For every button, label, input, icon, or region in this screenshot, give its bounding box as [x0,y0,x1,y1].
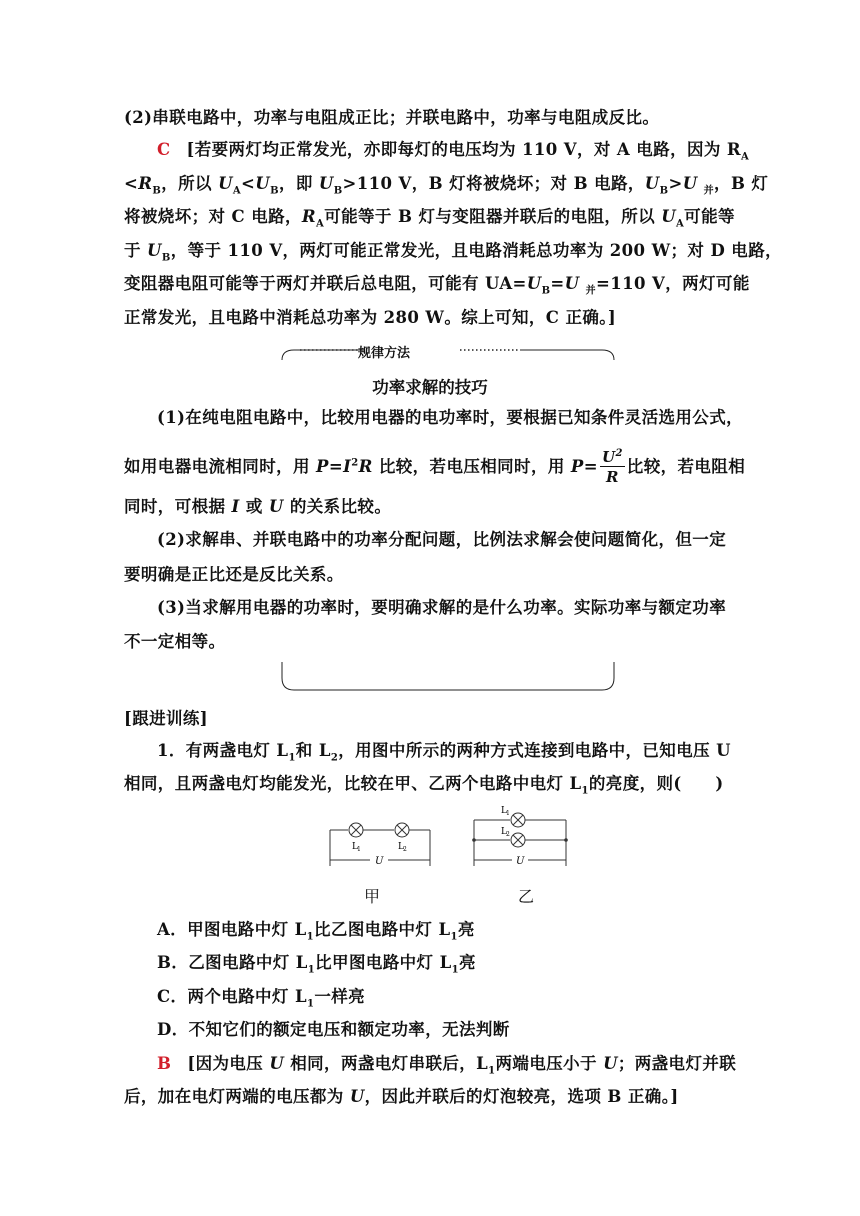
svg-text:1: 1 [357,846,361,853]
svg-text:L: L [398,842,404,852]
answer2-line-2: 后，加在电灯两端的电压都为 U，因此并联后的灯泡较亮，选项 B 正确。] [124,1087,679,1106]
method-item-2-line-2: 要明确是正比还是反比关系。 [124,565,344,584]
option-d[interactable]: D．不知它们的额定电压和额定功率，无法判断 [157,1020,510,1039]
method-item-3-line-1: (3)当求解用电器的功率时，要明确求解的是什么功率。实际功率与额定功率 [157,598,727,617]
question-line-1: 1．有两盏电灯 $L_1$和 $L_2$，用图中所示的两种方式连接到电路中，已知电压 U [157,741,731,764]
answer-line-5: 变阻器电阻可能等于两灯并联后总电阻，可能有 $UA=U_B=U$ $_并$=110 V，两灯可能 [124,274,750,297]
answer-line-4: 于 $U_B$，等于 110 V，两灯可能正常发光，且电路消耗总功率为 200 W；对 D 电路， [124,241,782,264]
option-c[interactable]: C．两个电路中灯 $L_1$一样亮 [157,987,366,1010]
section-title: [跟进训练] [124,709,209,728]
svg-text:L: L [352,842,358,852]
answer-line-2: $<R_B$，所以 $U_A<U_B$，即 $U_B>110$ V，B 灯将被烧坏；对 B 电路，$U_B>U$ $_并$，B 灯 [124,174,769,197]
svg-text:1: 1 [506,810,510,817]
series-circuit-diagram [326,818,436,874]
method-item-1-line-2: 如用电器电流相同时，用 $P=I^2R$ 比较，若电压相同时，用 P= $\frac{U^2}{R}$ 比较，若电阻相 [124,448,746,486]
answer-letter: C [157,140,171,159]
method-item-2-line-1: (2)求解串、并联电路中的功率分配问题，比例法求解会使问题简化，但一定 [157,530,727,549]
option-b[interactable]: B．乙图电路中灯 $L_1$比甲图电路中灯 $L_1$亮 [157,953,476,976]
svg-text:2: 2 [506,831,510,838]
option-a[interactable]: A．甲图电路中灯 $L_1$比乙图电路中灯 $L_1$亮 [157,920,475,943]
method-item-1-line-3: 同时，可根据 I 或 U 的关系比较。 [124,497,392,516]
svg-text:U: U [375,856,384,867]
figure-caption-left: 甲 [364,887,381,906]
method-box-bottom-bracket [280,660,616,694]
answer2-letter: B [157,1054,172,1073]
svg-text:2: 2 [403,846,407,853]
method-item-1-line-1: (1)在纯电阻电路中，比较用电器的电功率时，要根据已知条件灵活选用公式， [157,408,743,427]
question-line-2: 相同，且两盏电灯均能发光，比较在甲、乙两个电路中电灯 $L_1$的亮度，则( ) [124,774,724,797]
method-item-3-line-2: 不一定相等。 [124,632,226,651]
svg-text:U: U [516,856,525,867]
method-box-top-bracket [280,344,616,366]
method-box-label: 规律方法 [358,346,411,361]
answer-line-1: C [若要两灯均正常发光，亦即每灯的电压均为 110 V，对 A 电路，因为 $R_A$ [157,140,750,163]
figure-caption-right: 乙 [518,887,535,906]
svg-text:L: L [501,806,507,816]
method-box-title: 功率求解的技巧 [372,378,488,397]
paragraph-series-parallel: (2)串联电路中，功率与电阻成正比；并联电路中，功率与电阻成反比。 [124,108,660,127]
parallel-circuit-diagram [470,800,574,874]
answer-line-6: 正常发光，且电路中消耗总功率为 280 W。综上可知，C 正确。] [124,308,617,327]
answer-line-3: 将被烧坏；对 C 电路，$R_A$可能等于 B 灯与变阻器并联后的电阻，所以 $U_A$可能等 [124,207,735,230]
answer2-line-1: B [因为电压 U 相同，两盏电灯串联后，$L_1$两端电压小于 U；两盏电灯并联 [157,1054,737,1077]
fraction-u2-over-r: $\frac{U^2}{R}$ [601,448,623,486]
svg-text:L: L [501,827,507,837]
